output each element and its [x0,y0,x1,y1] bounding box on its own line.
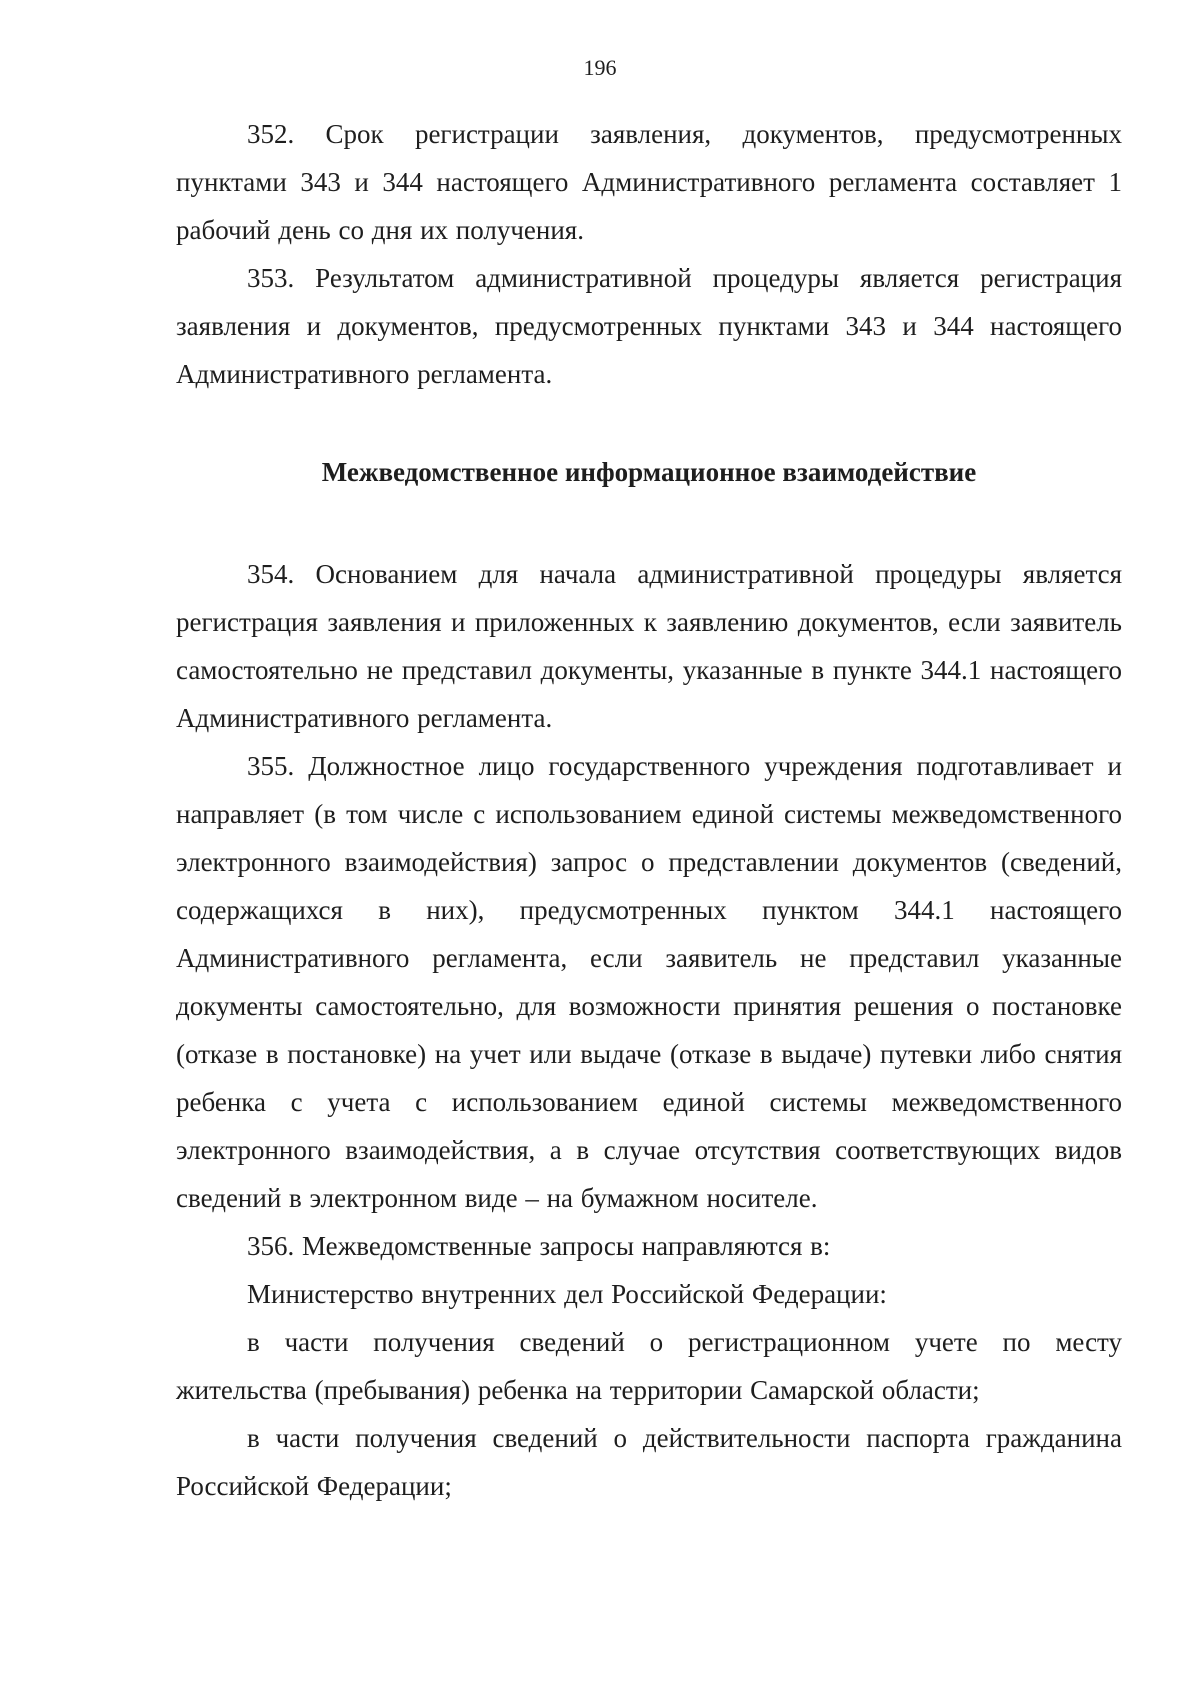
section-heading: Межведомственное информационное взаимодействие [321,457,977,487]
paragraph-352: 352. Срок регистрации заявления, документов, предусмотренных пунктами 343 и 344 настоящего Административного регламента составляет 1 рабочий день со дня их получения. [176,119,1122,245]
paragraph-mvd: Министерство внутренних дел Российской Федерации: [247,1279,887,1309]
document-body [176,110,1122,1510]
paragraph-354: 354. Основанием для начала административной процедуры является регистрация заявления и приложенных к заявлению документов, если заявитель самостоятельно не представил документы, указанные в пункте 344.1 настоящего Административного регламента. [176,559,1122,733]
paragraph-registration-info: в части получения сведений о регистрационном учете по месту жительства (пребывания) ребенка на территории Самарской области; [176,1327,1122,1405]
page-number: 196 [583,55,617,80]
paragraph-356: 356. Межведомственные запросы направляются в: [247,1231,831,1261]
paragraph-passport-validity: в части получения сведений о действительности паспорта гражданина Российской Федерации; [176,1423,1122,1501]
paragraph-353: 353. Результатом административной процедуры является регистрация заявления и документов, предусмотренных пунктами 343 и 344 настоящего Административного регламента. [176,263,1122,389]
paragraph-355: 355. Должностное лицо государственного учреждения подготавливает и направляет (в том числе с использованием единой системы межведомственного электронного взаимодействия) запрос о представлении документов (сведений, содержащихся в них), предусмотренных пунктом 344.1 настоящего Административного регламента, если заявитель не представил указанные документы самостоятельно, для возможности принятия решения о постановке (отказе в постановке) на учет или выдаче (отказе в выдаче) путевки либо снятия ребенка с учета с использованием единой системы межведомственного электронного взаимодействия, а в случае отсутствия соответствующих видов сведений в электронном виде – на бумажном носителе. [176,751,1122,1213]
